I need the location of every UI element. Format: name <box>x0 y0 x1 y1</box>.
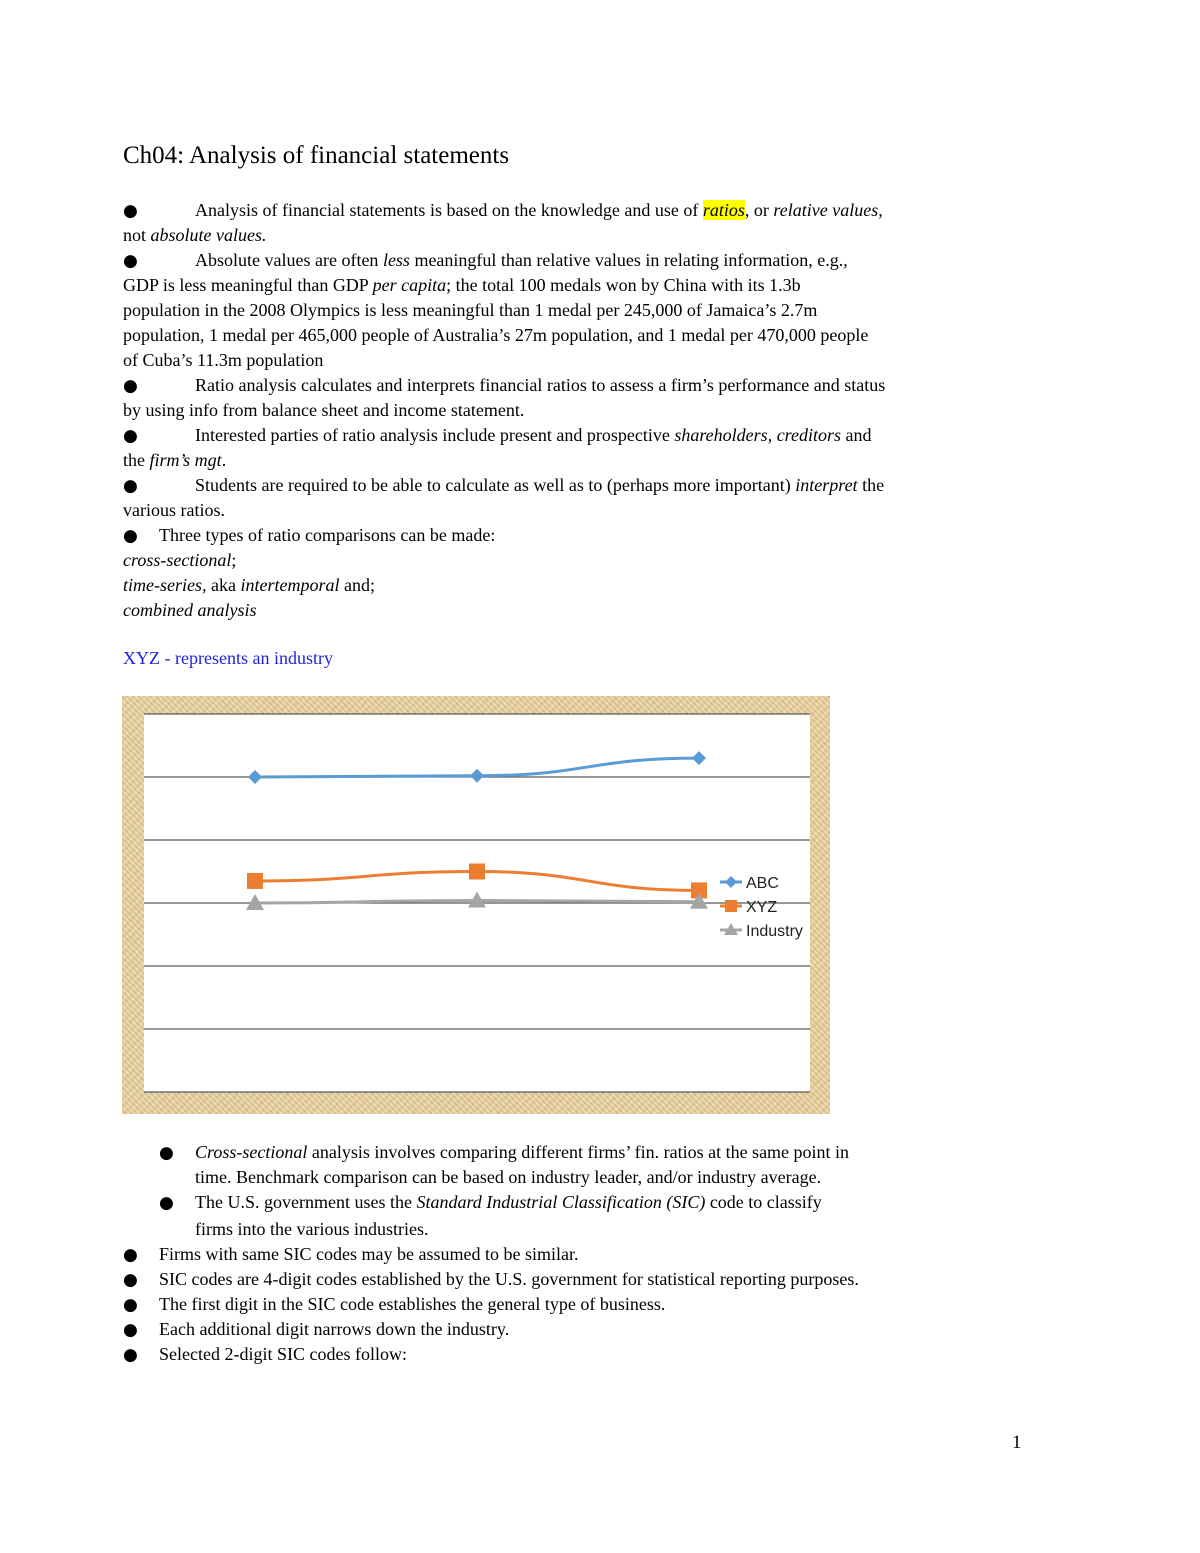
paragraph-comparison-types <box>123 523 1033 548</box>
paragraph-line: of Cuba’s 11.3m population <box>123 350 324 370</box>
paragraph-line: time. Benchmark comparison can be based on industry leader, and/or industry average. <box>195 1167 822 1187</box>
line-chart <box>122 696 830 1114</box>
text-run: . <box>221 450 227 470</box>
text-run: per capita <box>372 275 447 295</box>
paragraph-line: population in the 2008 Olympics is less meaningful than 1 medal per 245,000 of Jamaica’s 2.7m <box>123 300 818 320</box>
page-title: Ch04: Analysis of financial statements <box>123 142 510 169</box>
text-run: combined analysis <box>123 600 257 620</box>
text-run: firm’s mgt <box>149 450 222 470</box>
list-item-sic-code <box>123 1190 1033 1242</box>
text-run: Analysis of financial statements is based on the knowledge and use of <box>195 200 703 220</box>
text-run: SIC codes are 4-digit codes established by the U.S. government for statistical reporting purposes. <box>159 1269 859 1289</box>
paragraph-line <box>123 598 1033 623</box>
bullet-icon: ● <box>123 426 138 446</box>
text-run: code to classify <box>705 1192 822 1212</box>
text-run: ; the total 100 medals won by China with its 1.3b <box>446 275 801 295</box>
text-run: ; <box>231 550 237 570</box>
text-run: Ratio analysis calculates and interprets financial ratios to assess a firm’s performance and status <box>195 375 886 395</box>
chart-subheading: XYZ - represents an industry <box>123 648 333 668</box>
text-run: Interested parties of ratio analysis include present and prospective <box>195 425 675 445</box>
text-run: intertemporal <box>240 575 340 595</box>
text-run: Absolute values are often <box>195 250 383 270</box>
text-run: time-series, <box>123 575 207 595</box>
text-run: less <box>382 250 410 270</box>
list-item <box>123 1342 1033 1367</box>
text-run: relative values, <box>773 200 883 220</box>
sic-list <box>123 1140 1033 1367</box>
text-run: and; <box>339 575 375 595</box>
text-run: cross-sectional <box>123 550 232 570</box>
paragraph-line <box>123 223 1033 248</box>
paragraph-line: various ratios. <box>123 500 225 520</box>
text-run: and <box>841 425 872 445</box>
body-text <box>123 198 1033 623</box>
legend-abc-label: ABC <box>746 875 779 892</box>
list-item <box>123 1317 1033 1342</box>
text-run: absolute values. <box>150 225 267 245</box>
bullet-icon: ● <box>123 1345 138 1365</box>
bullet-icon: ● <box>123 201 138 221</box>
bullet-icon: ● <box>123 376 138 396</box>
bullet-icon: ● <box>123 1295 138 1315</box>
bullet-icon: ● <box>159 1193 174 1213</box>
text-run: the <box>857 475 885 495</box>
text-run: creditors <box>776 425 842 445</box>
text-run: Standard Industrial Classification (SIC) <box>416 1192 706 1212</box>
text-run: Firms with same SIC codes may be assumed to be similar. <box>159 1244 579 1264</box>
text-run: The U.S. government uses the <box>195 1192 417 1212</box>
text-run: Students are required to be able to calculate as well as to (perhaps more important) <box>195 475 796 495</box>
text-run: analysis involves comparing different firms’ fin. ratios at the same point in <box>307 1142 850 1162</box>
list-item-cross-sectional <box>123 1140 1033 1190</box>
bullet-icon: ● <box>123 1245 138 1265</box>
text-run: aka <box>206 575 241 595</box>
list-item <box>123 1267 1033 1292</box>
legend-xyz-marker <box>725 900 737 912</box>
bullet-icon: ● <box>123 1320 138 1340</box>
text-run: the <box>123 450 150 470</box>
text-run: shareholders <box>674 425 768 445</box>
text-run: meaningful than relative values in relating information, e.g., <box>409 250 848 270</box>
paragraph-line: population, 1 medal per 465,000 people of Australia’s 27m population, and 1 medal per 470,000 people <box>123 325 869 345</box>
text-run: not <box>123 225 151 245</box>
paragraph-ratio-analysis <box>123 373 1033 398</box>
legend-industry-label: Industry <box>746 923 803 940</box>
text-run: Three types of ratio comparisons can be made: <box>159 525 496 545</box>
bullet-icon: ● <box>123 251 138 271</box>
paragraph-students <box>123 473 1033 498</box>
text-run: , or <box>744 200 774 220</box>
text-run: Selected 2-digit SIC codes follow: <box>159 1344 407 1364</box>
highlight-ratios: ratios <box>702 200 745 220</box>
paragraph-line <box>159 1140 1033 1165</box>
paragraph-interested-parties <box>123 423 1033 448</box>
paragraph-line <box>123 548 1033 573</box>
text-run: GDP is less meaningful than GDP <box>123 275 373 295</box>
paragraph-ratios <box>123 198 1033 223</box>
bullet-icon: ● <box>159 1143 174 1163</box>
paragraph-absolute-values <box>123 248 1033 273</box>
list-item <box>123 1242 1033 1267</box>
text-run: Cross-sectional <box>195 1142 308 1162</box>
paragraph-line <box>159 1190 1033 1215</box>
list-item <box>123 1292 1033 1317</box>
text-run: The first digit in the SIC code establishes the general type of business. <box>159 1294 666 1314</box>
paragraph-line <box>123 448 1033 473</box>
paragraph-line: firms into the various industries. <box>195 1219 429 1239</box>
chart-frame <box>122 696 830 1114</box>
text-run: Each additional digit narrows down the industry. <box>159 1319 510 1339</box>
paragraph-line: by using info from balance sheet and income statement. <box>123 400 525 420</box>
bullet-icon: ● <box>123 476 138 496</box>
paragraph-line <box>123 273 1033 298</box>
page-number: 1 <box>1012 1432 1022 1453</box>
text-run: , <box>767 425 777 445</box>
bullet-icon: ● <box>123 1270 138 1290</box>
bullet-icon: ● <box>123 526 138 546</box>
text-run: interpret <box>795 475 858 495</box>
data-point-xyz <box>469 864 485 880</box>
paragraph-line <box>123 573 1033 598</box>
legend-xyz-label: XYZ <box>746 899 778 916</box>
data-point-xyz <box>247 873 263 889</box>
